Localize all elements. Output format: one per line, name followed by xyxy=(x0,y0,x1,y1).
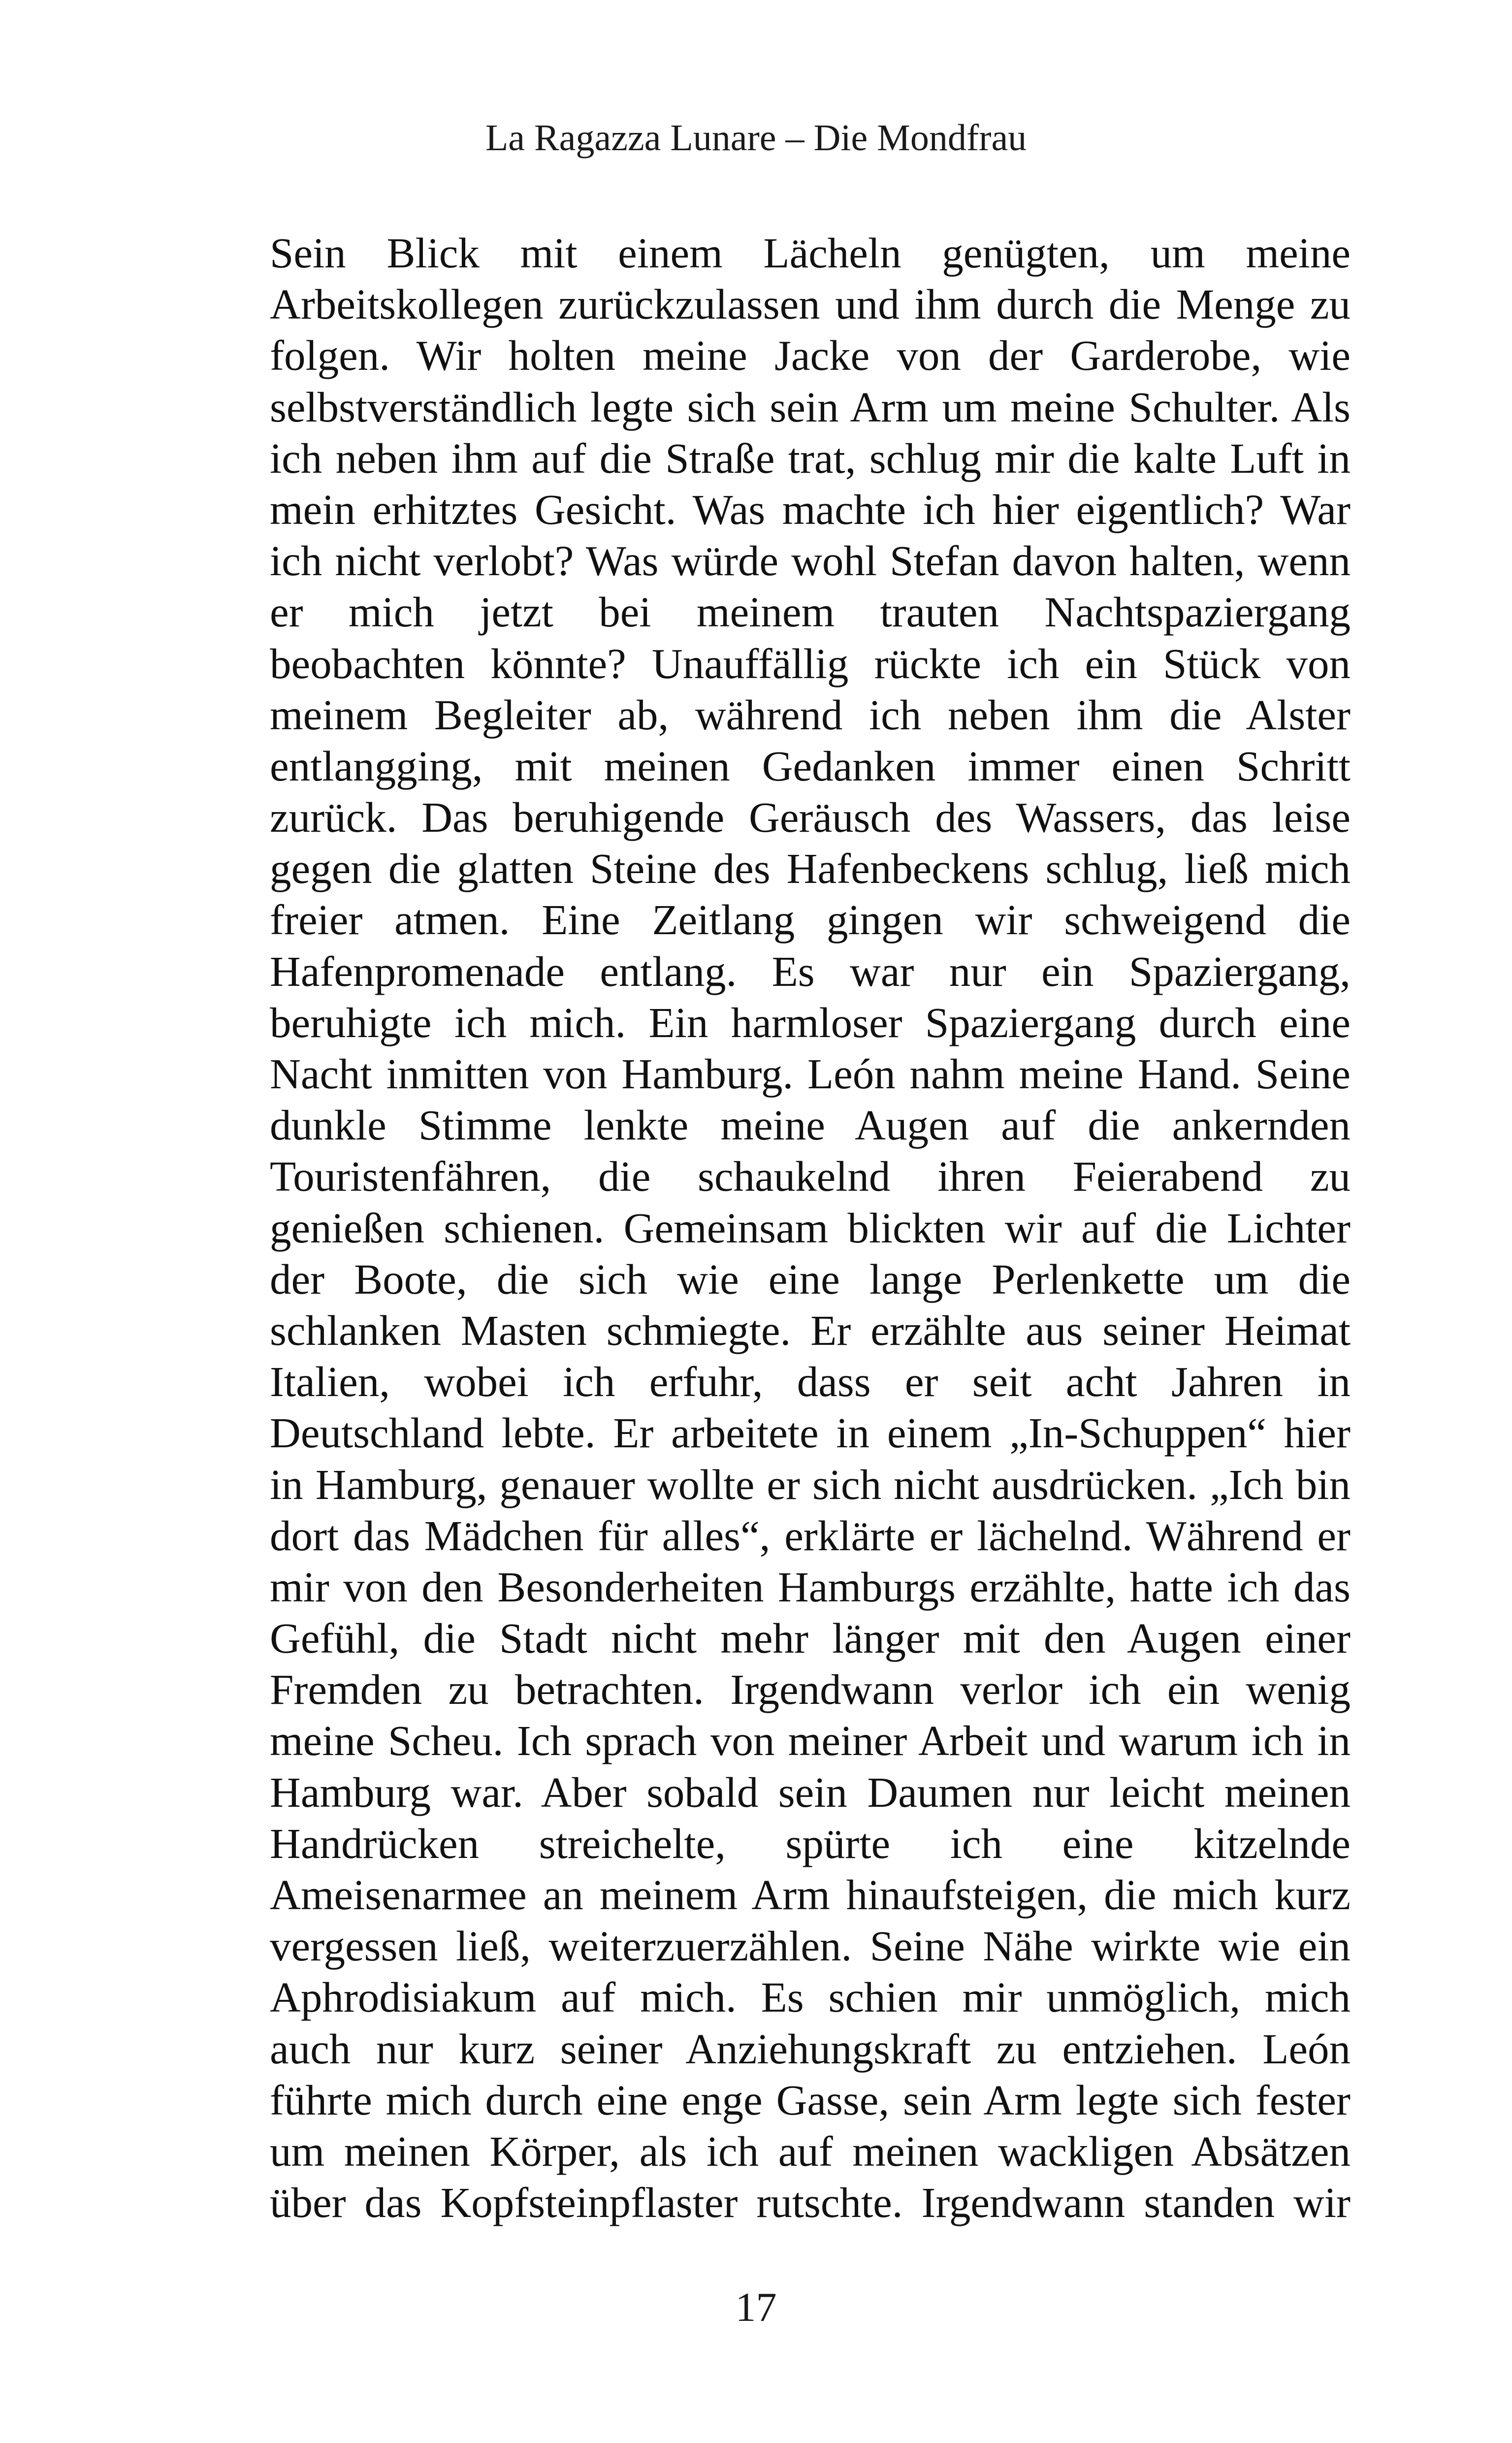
text-line: dunkle Stimme lenkte meine Augen auf die ankernden xyxy=(270,1101,1351,1149)
page-number: 17 xyxy=(735,2284,777,2330)
text-line: freier atmen. Eine Zeitlang gingen wir schweigend die xyxy=(270,896,1351,944)
text-line: Nacht inmitten von Hamburg. León nahm meine Hand. Seine xyxy=(270,1050,1351,1098)
text-line: mein erhitztes Gesicht. Was machte ich hier eigentlich? War xyxy=(270,485,1351,533)
text-line: selbstverständlich legte sich sein Arm um meine Schulter. Als xyxy=(270,383,1351,431)
text-line: entlangging, mit meinen Gedanken immer einen Schritt xyxy=(270,742,1351,790)
text-line: Hamburg war. Aber sobald sein Daumen nur leicht meinen xyxy=(270,1768,1351,1816)
text-line: mir von den Besonderheiten Hamburgs erzählte, hatte ich das xyxy=(270,1563,1351,1611)
text-line: ich neben ihm auf die Straße trat, schlug mir die kalte Luft in xyxy=(270,434,1351,482)
text-line: beobachten könnte? Unauffällig rückte ich ein Stück von xyxy=(270,639,1351,687)
text-line: ich nicht verlobt? Was würde wohl Stefan davon halten, wenn xyxy=(270,537,1351,585)
text-line: um meinen Körper, als ich auf meinen wackligen Absätzen xyxy=(270,2127,1351,2175)
text-line: beruhigte ich mich. Ein harmloser Spaziergang durch eine xyxy=(270,998,1351,1046)
text-line: Arbeitskollegen zurückzulassen und ihm durch die Menge zu xyxy=(270,280,1351,328)
text-line: schlanken Masten schmiegte. Er erzählte aus seiner Heimat xyxy=(270,1306,1351,1354)
text-line: vergessen ließ, weiterzuerzählen. Seine Nähe wirkte wie ein xyxy=(270,1922,1351,1970)
text-line: Touristenfähren, die schaukelnd ihren Feierabend zu xyxy=(270,1152,1351,1201)
text-line: Deutschland lebte. Er arbeitete in einem „In-Schuppen“ hier xyxy=(270,1409,1351,1457)
text-line: zurück. Das beruhigende Geräusch des Wassers, das leise xyxy=(270,793,1351,842)
text-line: in Hamburg, genauer wollte er sich nicht ausdrücken. „Ich bin xyxy=(270,1460,1351,1508)
text-line: Hafenpromenade entlang. Es war nur ein Spaziergang, xyxy=(270,947,1351,995)
text-line: der Boote, die sich wie eine lange Perlenkette um die xyxy=(270,1255,1351,1303)
text-line: folgen. Wir holten meine Jacke von der Garderobe, wie xyxy=(270,331,1351,380)
text-line: Gefühl, die Stadt nicht mehr länger mit den Augen einer xyxy=(270,1614,1351,1662)
text-line: Italien, wobei ich erfuhr, dass er seit acht Jahren in xyxy=(270,1358,1351,1406)
text-line: Ameisenarmee an meinem Arm hinaufsteigen, die mich kurz xyxy=(270,1871,1351,1919)
text-line: Fremden zu betrachten. Irgendwann verlor ich ein wenig xyxy=(270,1665,1351,1714)
text-line: meine Scheu. Ich sprach von meiner Arbeit und warum ich in xyxy=(270,1717,1351,1765)
running-header-title: La Ragazza Lunare – Die Mondfrau xyxy=(485,117,1027,159)
text-line: Sein Blick mit einem Lächeln genügten, um meine xyxy=(270,229,1351,277)
text-line: führte mich durch eine enge Gasse, sein Arm legte sich fester xyxy=(270,2076,1351,2124)
text-line: gegen die glatten Steine des Hafenbeckens schlug, ließ mich xyxy=(270,845,1351,893)
text-line: genießen schienen. Gemeinsam blickten wir auf die Lichter xyxy=(270,1204,1351,1252)
text-line: er mich jetzt bei meinem trauten Nachtspaziergang xyxy=(270,588,1351,636)
text-line: auch nur kurz seiner Anziehungskraft zu entziehen. León xyxy=(270,2024,1351,2073)
text-line: über das Kopfsteinpflaster rutschte. Irgendwann standen wir xyxy=(270,2179,1351,2227)
text-line: Handrücken streichelte, spürte ich eine kitzelnde xyxy=(270,1819,1351,1867)
text-line: dort das Mädchen für alles“, erklärte er lächelnd. Während er xyxy=(270,1511,1351,1560)
text-line: meinem Begleiter ab, während ich neben ihm die Alster xyxy=(270,690,1351,739)
body-text xyxy=(270,228,1351,2228)
text-line: Aphrodisiakum auf mich. Es schien mir unmöglich, mich xyxy=(270,1973,1351,2021)
